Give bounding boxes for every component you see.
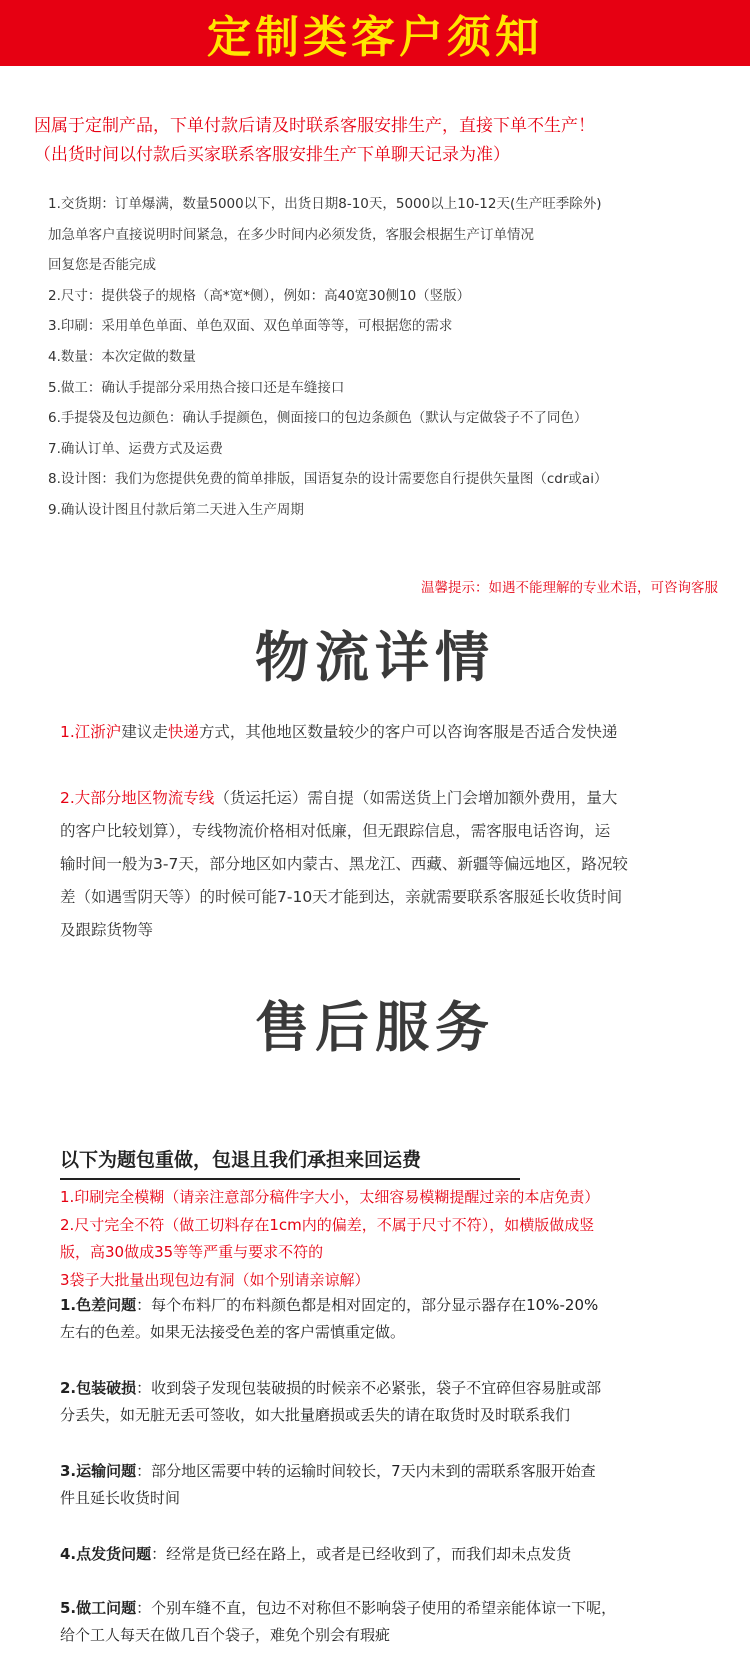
text-segment: 建议走 — [121, 723, 168, 741]
item-number: 1. — [60, 723, 75, 741]
issue-text: ：经常是货已经在路上，或者是已经收到了，而我们却未点发货 — [151, 1545, 572, 1563]
tip-text: 温馨提示：如遇不能理解的专业术语，可咨询客服 — [421, 580, 718, 596]
order-notice — [34, 112, 734, 170]
logistics-paragraph-2 — [60, 782, 720, 947]
dedicated-line-highlight: 大部分地区物流专线 — [74, 789, 215, 807]
item-number: 2. — [60, 789, 75, 807]
issue-text: ：每个布料厂的布料颜色都是相对固定的，部分显示器存在10%-20% — [136, 1296, 599, 1314]
guarantee-item: 3袋子大批量出现包边有洞（如个别请亲谅解） — [60, 1270, 370, 1289]
express-highlight: 快递 — [167, 723, 199, 741]
requirement-item: 3.印刷：采用单色单面、单色双面、双色单面等等，可根据您的需求 — [48, 318, 453, 335]
text-line: 输时间一般为3-7天，部分地区如内蒙古、黑龙江、西藏、新疆等偏远地区，路况较 — [60, 855, 628, 873]
notice-line: 因属于定制产品，下单付款后请及时联系客服安排生产，直接下单不生产！ — [34, 116, 595, 136]
issue-transport — [60, 1458, 730, 1512]
issue-text: ：个别车缝不直，包边不对称但不影响袋子使用的希望亲能体谅一下呢， — [136, 1599, 617, 1617]
guarantee-list — [60, 1184, 730, 1294]
requirement-item: 7.确认订单、运费方式及运费 — [48, 440, 223, 457]
logistics-title: 物流详情 — [255, 625, 495, 689]
requirement-item: 回复您是否能完成 — [48, 257, 156, 274]
issue-text: 分丢失，如无脏无丢可签收，如大批量磨损或丢失的请在取货时及时联系我们 — [60, 1406, 571, 1424]
text-segment: （货运托运）需自提（如需送货上门会增加额外费用，量大 — [214, 789, 618, 807]
notice-line: （出货时间以付款后买家联系客服安排生产下单聊天记录为准） — [34, 145, 510, 165]
issue-text: 左右的色差。如果无法接受色差的客户需慎重定做。 — [60, 1323, 406, 1341]
page-title: 定制类客户须知 — [207, 12, 543, 63]
logistics-paragraph-1 — [60, 716, 720, 749]
issue-workmanship — [60, 1595, 730, 1649]
requirements-list — [48, 189, 728, 526]
requirement-item: 4.数量：本次定做的数量 — [48, 348, 196, 365]
region-highlight: 江浙沪 — [74, 723, 122, 741]
guarantee-item: 2.尺寸完全不符（做工切料存在1cm内的偏差，不属于尺寸不符），如横版做成竖 — [60, 1215, 595, 1234]
requirement-item: 加急单客户直接说明时间紧急，在多少时间内必须发货，客服会根据生产订单情况 — [48, 226, 534, 243]
issue-shipping-status — [60, 1541, 730, 1568]
guarantee-item: 版，高30做成35等等严重与要求不符的 — [60, 1243, 324, 1261]
text-line: 及跟踪货物等 — [60, 921, 154, 939]
issue-label: 1.色差问题 — [60, 1296, 137, 1314]
requirement-item: 9.确认设计图且付款后第二天进入生产周期 — [48, 501, 304, 518]
requirement-item: 6.手提袋及包边颜色：确认手提颜色，侧面接口的包边条颜色（默认与定做袋子不了同色） — [48, 410, 588, 427]
issue-color-difference — [60, 1292, 730, 1346]
guarantee-item: 1.印刷完全模糊（请亲注意部分稿件字大小，太细容易模糊提醒过亲的本店免责） — [60, 1188, 600, 1206]
after-sales-title: 售后服务 — [255, 995, 495, 1059]
issue-label: 2.包装破损 — [60, 1379, 137, 1397]
issue-text: ：部分地区需要中转的运输时间较长，7天内未到的需联系客服开始查 — [136, 1462, 596, 1480]
issue-text: 给个工人每天在做几百个袋子，难免个别会有瑕疵 — [60, 1626, 391, 1644]
requirement-item: 1.交货期：订单爆满，数量5000以下，出货日期8-10天，5000以上10-12天(生产旺季除外) — [48, 196, 602, 212]
issue-label: 4.点发货问题 — [60, 1545, 152, 1563]
after-sales-subtitle: 以下为题包重做，包退且我们承担来回运费 — [60, 1145, 520, 1180]
requirement-item: 5.做工：确认手提部分采用热合接口还是车缝接口 — [48, 379, 345, 396]
requirement-item: 2.尺寸：提供袋子的规格（高*宽*侧），例如：高40宽30侧10（竖版） — [48, 287, 471, 304]
issue-text: ：收到袋子发现包装破损的时候亲不必紧张，袋子不宜碎但容易脏或部 — [136, 1379, 602, 1397]
text-line: 差（如遇雪阴天等）的时候可能7-10天才能到达，亲就需要联系客服延长收货时间 — [60, 888, 623, 906]
text-segment: 方式，其他地区数量较少的客户可以咨询客服是否适合发快递 — [198, 723, 618, 741]
issue-label: 5.做工问题 — [60, 1599, 137, 1617]
issue-packaging-damage — [60, 1375, 730, 1429]
issue-label: 3.运输问题 — [60, 1462, 137, 1480]
requirement-item: 8.设计图：我们为您提供免费的简单排版，国语复杂的设计需要您自行提供矢量图（cdr或ai） — [48, 471, 608, 488]
issue-text: 件且延长收货时间 — [60, 1489, 181, 1507]
header-banner — [0, 0, 750, 66]
text-line: 的客户比较划算），专线物流价格相对低廉，但无跟踪信息，需客服电话咨询，运 — [60, 822, 611, 840]
